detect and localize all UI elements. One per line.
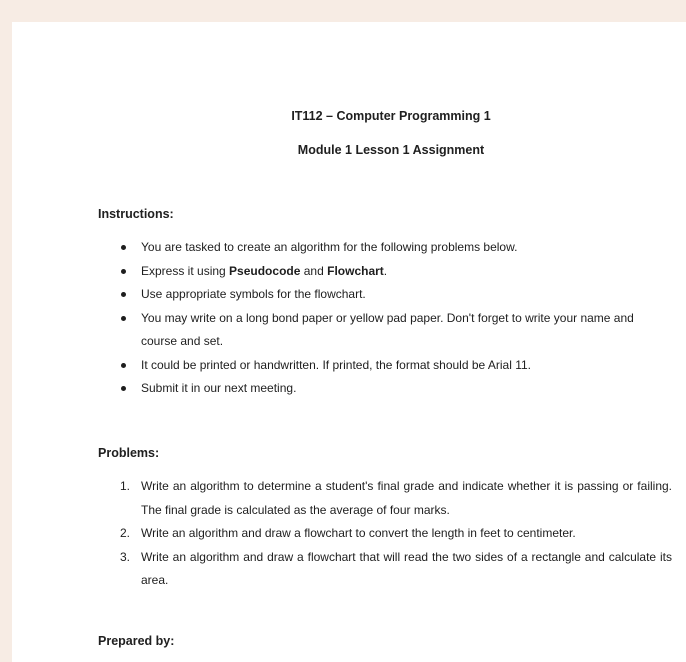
instruction-text: You may write on a long bond paper or yellow pad paper. Don't forget to write your name and course and set.: [141, 310, 634, 348]
problems-list: [112, 475, 672, 593]
instruction-text: It could be printed or handwritten. If printed, the format should be Arial 11.: [141, 357, 532, 372]
list-item: [112, 522, 672, 546]
instructions-heading: Instructions:: [98, 207, 174, 221]
problem-number: 3.: [120, 549, 131, 564]
list-item: [112, 377, 672, 401]
instructions-list: [112, 236, 672, 401]
instruction-bold-pseudocode: Pseudocode: [229, 263, 301, 278]
problem-number: 1.: [120, 479, 131, 493]
instruction-text-suffix: .: [383, 263, 388, 278]
list-item: [112, 546, 672, 593]
list-item: [112, 260, 672, 284]
assignment-title: Module 1 Lesson 1 Assignment: [297, 143, 485, 157]
course-title: IT112 – Computer Programming 1: [291, 109, 491, 123]
instruction-text-mid: and: [300, 263, 328, 278]
list-item: [112, 475, 672, 522]
document-page: [12, 22, 686, 662]
prepared-by-label: Prepared by:: [98, 634, 175, 648]
problems-heading: Problems:: [98, 446, 160, 460]
problem-number: 2.: [120, 526, 131, 540]
instruction-text: Submit it in our next meeting.: [141, 381, 297, 395]
instruction-bold-flowchart: Flowchart: [327, 263, 384, 278]
problem-text: Write an algorithm and draw a flowchart to convert the length in feet to centimeter.: [141, 526, 576, 540]
list-item: [112, 236, 672, 260]
list-item: [112, 307, 672, 354]
instruction-text: You are tasked to create an algorithm for the following problems below.: [141, 240, 518, 254]
problem-text: Write an algorithm and draw a flowchart that will read the two sides of a rectangle and calculate its area.: [141, 549, 672, 587]
list-item: [112, 283, 672, 307]
problem-text: Write an algorithm to determine a student's final grade and indicate whether it is passing or failing. The final grade is calculated as the average of four marks.: [141, 479, 672, 517]
instruction-text-prefix: Express it using: [141, 263, 230, 278]
instruction-text: Use appropriate symbols for the flowchart.: [141, 287, 366, 301]
list-item: [112, 354, 672, 378]
